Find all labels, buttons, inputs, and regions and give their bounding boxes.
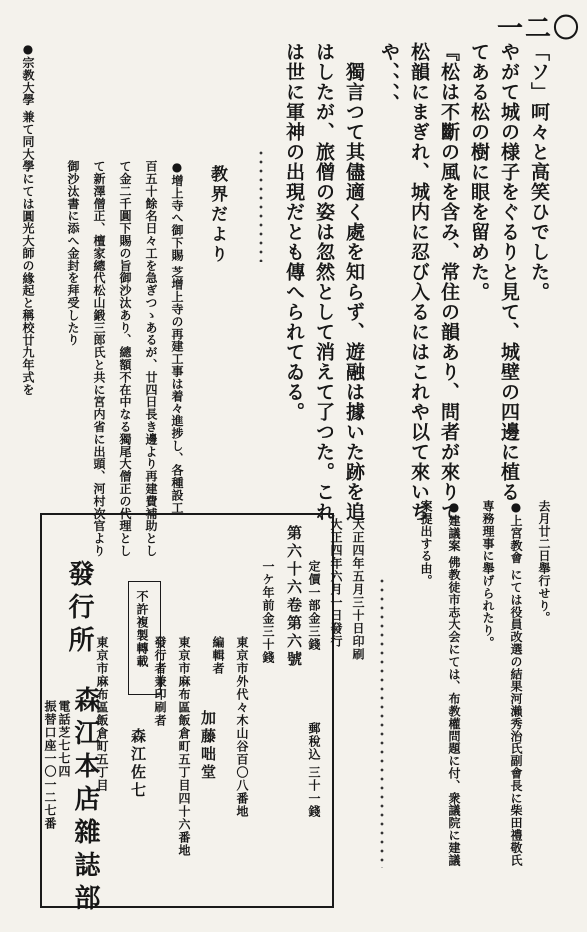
news-line: ●建議案 佛教徒市志大会にては、布教權問題に付、衆議院に建議 [447, 500, 461, 867]
page-number: 一二〇 [496, 14, 581, 44]
news-line: ●上宮教會 にては役員改選の結果河瀨秀治氏副會長に柴田禮敬氏 [509, 500, 523, 867]
story-line-8: はしたが、旅僧の姿は忽然として消えて了つた。これ [313, 42, 335, 522]
news-line: 案提出する由。 [419, 500, 433, 587]
subscription: 一ケ年前金三十錢 [261, 560, 275, 664]
story-line-5: 松韻にまぎれ、城内に忍び入るにはこれや以て來いぢ [408, 42, 430, 522]
publishing-house-name: 森江本店雜誌部 [70, 686, 100, 917]
story-line-3: てある松の樹に眼を留めた。 [468, 42, 490, 302]
news-line: ●宗教大學 兼て同大學にては圓光大師の緣起と稱校廿九年式を [21, 42, 35, 396]
publishing-house-address: 東京市麻布區飯倉町五丁目 [95, 636, 109, 792]
news-heading: 教界だより [207, 165, 227, 265]
publisher-name: 森江佐七 [129, 728, 147, 800]
story-line-1: 「ソ」呵々と高笑ひでした。 [528, 42, 550, 302]
printed-date: 大正四年五月三十日印刷 [351, 518, 365, 661]
editor-address: 東京市外代々木山谷百〇八番地 [235, 636, 249, 818]
news-line: 百五十餘名日々工を急ぎつゝあるが、廿四日長き邊より再建費補助とし [144, 160, 158, 557]
story-line-4: 『松は不斷の風を含み、常住の韻あり、問者が來りて [438, 42, 460, 522]
news-line: 御沙汰書に添へ金封を拜受したり [66, 160, 80, 346]
editor-role: 編輯者 [211, 636, 225, 675]
story-line-7: 獨言つて其儘適く處を知らず、遊融は據いた跡を追 [343, 62, 365, 522]
volume-number: 第六十六卷第六號 [285, 525, 303, 669]
publisher-role: 發行者兼印刷者 [153, 636, 167, 727]
transfer-account: 振替口座一〇一二七番 [43, 700, 57, 830]
news-line: て金二千圓下賜の旨御沙汰あり、總額不在中なる獨尾大僧正の代理とし [118, 160, 132, 557]
story-line-9: は世に軍神の出現だとも傳へられてゐる。 [283, 42, 305, 422]
story-line-6: や、、、、 [378, 42, 400, 114]
story-line-2: やがて城の様子をぐるりと見て、城壁の四邊に植る [498, 42, 520, 502]
news-line: て新澤僧正、檀家總代松山鍛三郎氏と共に宮内省に出頭、河村次官より [92, 160, 106, 557]
publishing-house-label: 發行所 [64, 560, 94, 659]
price: 定價一部金三錢 [307, 560, 321, 651]
news-line: ●增上寺へ御下賜 芝增上寺の再建工事は着々進捗し、各種設工 [170, 160, 184, 514]
postage: 郵稅込 三十一錢 [307, 722, 321, 819]
separator-wavy [258, 150, 264, 262]
issue-date: 大正四年六月一日發行 [329, 518, 343, 648]
news-line: 専務理事に舉げられたり。 [481, 500, 495, 649]
phone-number: 電話芝七七四 [57, 700, 71, 778]
editor-name: 加藤咄堂 [199, 710, 217, 782]
separator-wavy [379, 578, 385, 868]
publisher-address: 東京市麻布區飯倉町五丁目四十六番地 [177, 636, 191, 857]
news-line: 去月廿二日舉行せり。 [537, 500, 551, 624]
copyright-notice: 不許複製轉載 [135, 590, 149, 668]
